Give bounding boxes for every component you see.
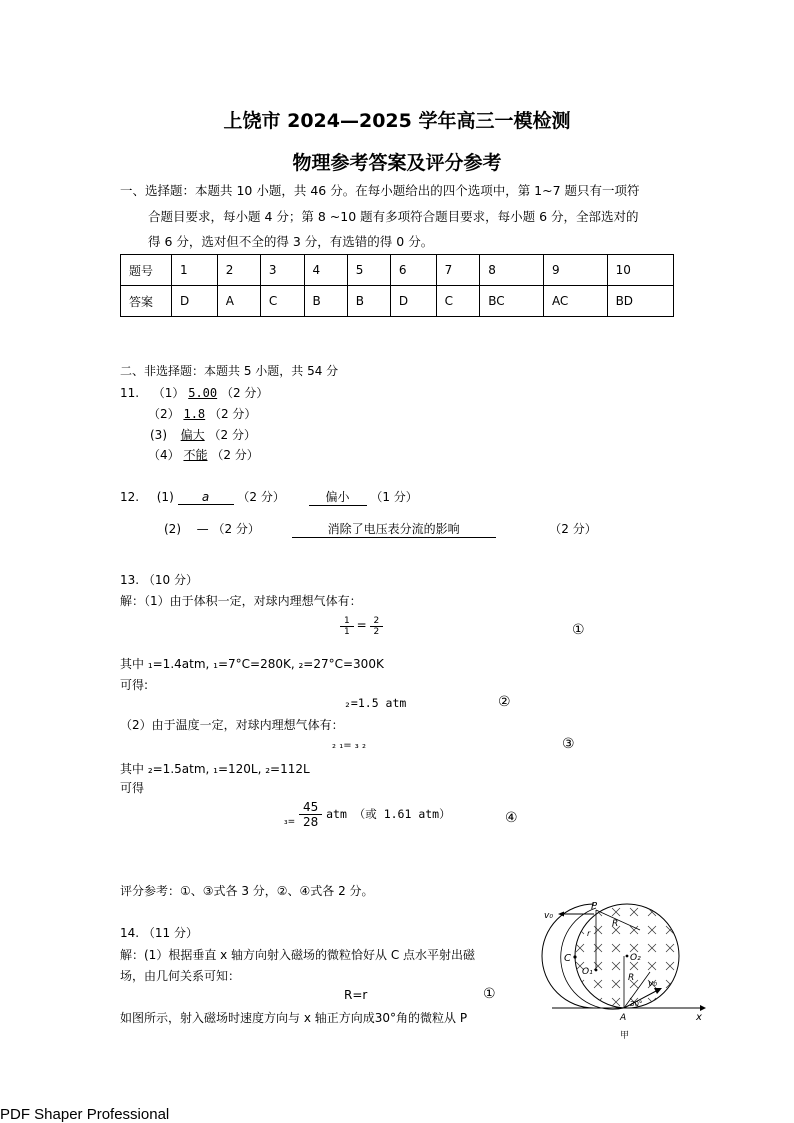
label-v0-right: v₀ [648, 979, 657, 989]
label-c: C [564, 953, 571, 964]
table-cell: 9 [543, 255, 607, 286]
q13-given2: 其中 ₂=1.5atm, ₁=120L, ₂=112L [120, 762, 310, 776]
field-cross [666, 998, 674, 1006]
label-o1: O₁ [582, 967, 593, 977]
q11-p2-answer: 1.8 [183, 407, 206, 421]
table-cell: 6 [390, 255, 436, 286]
footer-watermark: PDF Shaper Professional [0, 1106, 170, 1123]
q11-p3-answer: 偏大 [180, 428, 205, 442]
q13-result1: ₂=1.5 atm [344, 696, 407, 710]
field-cross [666, 998, 674, 1006]
table-row [121, 286, 674, 317]
q11-p2-score: （2 分） [208, 407, 257, 421]
table-cell: AC [543, 286, 607, 317]
table-cell: B [347, 286, 390, 317]
label-r-top: R [612, 919, 619, 929]
q11-p3-score: （2 分） [208, 428, 256, 442]
q13-result2 [284, 800, 451, 829]
label-r-mid: R [628, 973, 635, 983]
label-p: P [591, 901, 598, 912]
q13-mark2: ② [498, 694, 511, 710]
answer-table [120, 254, 674, 317]
q13-solution2: （2）由于温度一定，对球内理想气体有： [120, 718, 344, 732]
q11-part2 [148, 405, 256, 422]
q13-solution1: 解：（1）由于体积一定，对球内理想气体有： [120, 594, 362, 608]
table-cell: 4 [304, 255, 347, 286]
label-angle: 30° [630, 1000, 643, 1008]
table-cell: 8 [480, 255, 544, 286]
q13-get2: 可得 [120, 781, 145, 795]
q11-p4-score: （2 分） [211, 448, 259, 462]
eq1-numerator: 1 [340, 616, 354, 627]
point-c [573, 955, 576, 958]
field-cross [576, 998, 584, 1006]
q11-part1 [120, 384, 268, 401]
magnetic-field-figure [540, 900, 710, 1042]
q12-p1-score: （2 分） [237, 490, 285, 504]
table-cell: A [217, 286, 260, 317]
table-cell: 2 [217, 255, 260, 286]
q13-get1: 可得: [120, 678, 149, 692]
q12-p1-answer: a [178, 490, 234, 505]
page-subtitle: 物理参考答案及评分参考 [292, 152, 502, 174]
table-cell: D [172, 286, 218, 317]
label-x: x [696, 1012, 702, 1023]
page-title: 上饶市 2024—2025 学年高三一模检测 [223, 110, 571, 132]
q12-p2-score2: （2 分） [549, 522, 597, 536]
q11-p4-prefix: （4） [148, 448, 180, 462]
result2-numerator: 45 [299, 800, 322, 815]
q12-p1-answer2: 偏小 [309, 488, 367, 506]
field-cross [666, 908, 674, 916]
q14-mark: ① [483, 986, 496, 1002]
q13-mark3: ③ [562, 736, 575, 752]
q11-part3 [150, 426, 256, 443]
figure-caption: 甲 [620, 1031, 630, 1041]
eq1-denominator: 1 [344, 627, 350, 637]
q12-p2-prefix: (2) [164, 522, 181, 536]
q13-given1: 其中 ₁=1.4atm, ₁=7°C=280K, ₂=27°C=300K [120, 657, 384, 671]
q12-p1-score2: （1 分） [370, 490, 418, 504]
eq1-numerator2: 2 [370, 616, 384, 627]
q14-line3: 如图所示，射入磁场时速度方向与 x 轴正方向成30°角的微粒从 P [120, 1011, 468, 1025]
q12-p2-score: （2 分） [212, 522, 260, 536]
section1-line2: 合题目要求，每小题 4 分；第 8 ~10 题有多项符合题目要求，每小题 6 分，全部选对的 [148, 209, 639, 224]
table-cell: 1 [172, 255, 218, 286]
eq1-equals: = [356, 618, 367, 632]
table-cell: B [304, 286, 347, 317]
result2-denominator: 28 [302, 815, 319, 829]
table-cell: BC [480, 286, 544, 317]
table-cell: D [390, 286, 436, 317]
q12-part2 [164, 520, 597, 538]
table-cell: BD [607, 286, 673, 317]
q11-p1-score: （2 分） [220, 386, 269, 400]
q13-equation2: ₂ ₁= ₃ ₂ [332, 740, 366, 751]
table-cell: 5 [347, 255, 390, 286]
q12-p2-answer2: 消除了电压表分流的影响 [292, 520, 496, 538]
x-axis-arrow [700, 1005, 706, 1011]
section1-line1: 一、选择题：本题共 10 小题，共 46 分。在每小题给出的四个选项中，第 1~7 题只有一项符 [120, 183, 640, 198]
section1-line3: 得 6 分，选对但不全的得 3 分，有选错的得 0 分。 [148, 234, 434, 249]
table-cell: 3 [260, 255, 304, 286]
q14-header: 14. （11 分） [120, 926, 198, 940]
q12-part1 [120, 488, 418, 506]
field-crosses [576, 908, 674, 1006]
q11-number: 11. [120, 386, 140, 400]
label-r-small: r [587, 929, 591, 938]
result2-prefix: ₃= [284, 817, 296, 827]
label-a: A [620, 1013, 627, 1023]
q11-p3-prefix: (3) [150, 428, 167, 442]
table-cell: 10 [607, 255, 673, 286]
label-o2: O₂ [630, 953, 641, 963]
table-cell: C [436, 286, 480, 317]
q11-p2-prefix: （2） [148, 407, 180, 421]
section2-heading: 二、非选择题：本题共 5 小题，共 54 分 [120, 364, 339, 378]
q13-mark1: ① [572, 622, 585, 638]
q11-p1-answer: 5.00 [188, 386, 218, 400]
q12-number: 12. [120, 490, 140, 504]
q13-equation1 [340, 616, 383, 637]
table-header-cell: 答案 [121, 286, 172, 317]
point-o1 [595, 969, 598, 972]
result2-suffix: atm （或 1.61 atm） [326, 807, 451, 821]
table-cell: 7 [436, 255, 480, 286]
q14-line1: 解：(1）根据垂直 x 轴方向射入磁场的微粒恰好从 C 点水平射出磁 [120, 948, 476, 962]
q11-p1-prefix: （1） [152, 386, 185, 400]
scoring-note: 评分参考：①、③式各 3 分，②、④式各 2 分。 [120, 884, 374, 898]
q12-p2-answer: — [196, 522, 209, 536]
table-row [121, 255, 674, 286]
eq1-denominator2: 2 [373, 627, 380, 637]
point-o2 [626, 955, 629, 958]
q14-equation: R=r [344, 988, 368, 1002]
table-cell: C [260, 286, 304, 317]
q11-p4-answer: 不能 [183, 448, 208, 462]
label-v0-top: v₀ [544, 911, 553, 921]
table-header-cell: 题号 [121, 255, 172, 286]
q11-part4 [148, 446, 259, 463]
q14-line2: 场，由几何关系可知： [120, 969, 241, 983]
q12-p1-prefix: (1) [156, 490, 174, 504]
q13-header: 13. （10 分） [120, 573, 198, 587]
q13-mark4: ④ [505, 810, 518, 826]
field-cross [666, 908, 674, 916]
field-cross [576, 998, 584, 1006]
